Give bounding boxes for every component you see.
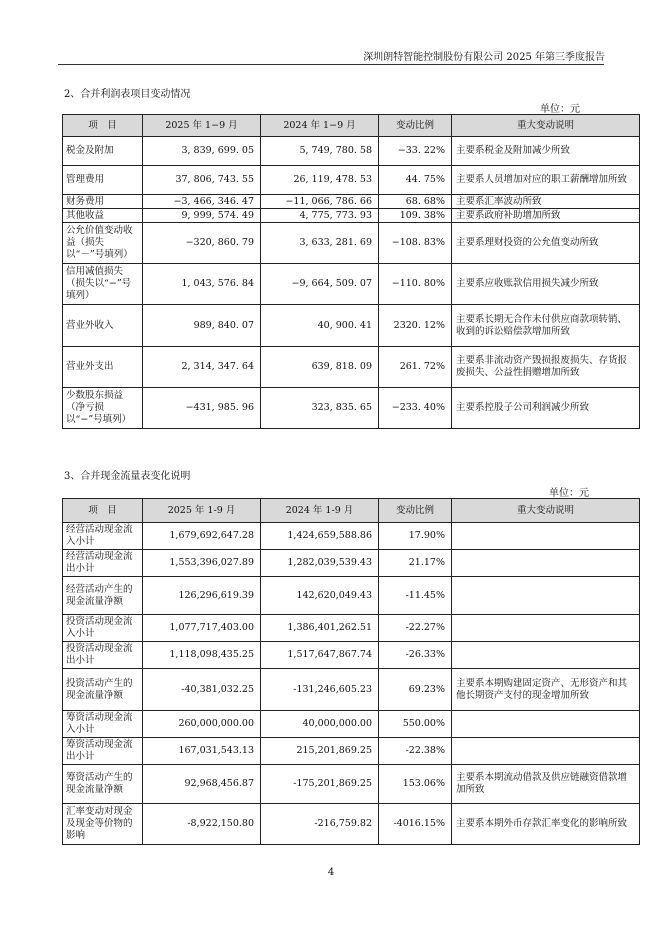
row-previous-value: 40,000,000.00 (261, 711, 379, 738)
row-change-note (452, 615, 640, 642)
row-item-label: 管理费用 (63, 166, 143, 195)
row-item-label: 营业外收入 (63, 305, 143, 347)
table-row (63, 137, 640, 166)
row-change-note: 主要系理财投资的公允值变动所致 (452, 223, 640, 264)
row-change-note (452, 711, 640, 738)
row-item-label: 其他收益 (63, 209, 143, 223)
row-change-ratio: −110. 80% (379, 264, 452, 305)
row-current-value: 1, 043, 576. 84 (143, 264, 261, 305)
table-row (63, 347, 640, 388)
row-change-note (452, 550, 640, 577)
row-previous-value: 3, 633, 281. 69 (261, 223, 379, 264)
row-current-value: -8,922,150.80 (143, 804, 261, 845)
table-row (63, 264, 640, 305)
row-change-ratio: 21.17% (379, 550, 452, 577)
row-change-ratio: 550.00% (379, 711, 452, 738)
row-previous-value: 639, 818. 09 (261, 347, 379, 388)
section-2-title: 2、合并利润表项目变动情况 (64, 89, 191, 100)
row-change-note: 主要系汇率波动所致 (452, 195, 640, 209)
row-item-label: 营业外支出 (63, 347, 143, 388)
col-header-previous: 2024 年 1-9 月 (261, 499, 379, 523)
table-row (63, 223, 640, 264)
row-change-ratio: -22.38% (379, 738, 452, 765)
table-row (63, 166, 640, 195)
row-item-label: 经营活动产生的现金流量净额 (63, 577, 143, 615)
col-header-note: 重大变动说明 (452, 115, 640, 137)
row-item-label: 投资活动现金流入小计 (63, 615, 143, 642)
row-current-value: 92,968,456.87 (143, 765, 261, 804)
row-change-note: 主要系本期购建固定资产、无形资产和其他长期资产支付的现金增加所致 (452, 669, 640, 711)
row-change-note (452, 523, 640, 550)
row-previous-value: 1,282,039,539.43 (261, 550, 379, 577)
row-item-label: 汇率变动对现金及现金等价物的影响 (63, 804, 143, 845)
row-previous-value: -131,246,605.23 (261, 669, 379, 711)
row-current-value: 1,118,098,435.25 (143, 642, 261, 669)
row-change-ratio: 68. 68% (379, 195, 452, 209)
row-change-note: 主要系人员增加对应的职工薪酬增加所致 (452, 166, 640, 195)
row-current-value: 9, 999, 574. 49 (143, 209, 261, 223)
row-change-note: 主要系税金及附加减少所致 (452, 137, 640, 166)
row-change-note: 主要系长期无合作未付供应商款项转销、收到的诉讼赔偿款增加所致 (452, 305, 640, 347)
row-current-value: 260,000,000.00 (143, 711, 261, 738)
row-change-ratio: −108. 83% (379, 223, 452, 264)
row-change-note (452, 642, 640, 669)
row-previous-value: -175,201,869.25 (261, 765, 379, 804)
row-previous-value: 26, 119, 478. 53 (261, 166, 379, 195)
table-row (63, 615, 640, 642)
table-row (63, 305, 640, 347)
row-change-ratio: 17.90% (379, 523, 452, 550)
row-previous-value: 4, 775, 773. 93 (261, 209, 379, 223)
row-change-ratio: -22.27% (379, 615, 452, 642)
col-header-item: 项 目 (63, 115, 143, 137)
row-change-ratio: 2320. 12% (379, 305, 452, 347)
col-header-note: 重大变动说明 (452, 499, 640, 523)
col-header-current: 2025 年 1-9 月 (143, 499, 261, 523)
row-item-label: 筹资活动产生的现金流量净额 (63, 765, 143, 804)
row-current-value: −3, 466, 346. 47 (143, 195, 261, 209)
col-header-current: 2025 年 1−9 月 (143, 115, 261, 137)
row-change-ratio: 109. 38% (379, 209, 452, 223)
row-previous-value: 1,386,401,262.51 (261, 615, 379, 642)
table-row (63, 577, 640, 615)
row-current-value: −431, 985. 96 (143, 388, 261, 429)
table-row (63, 738, 640, 765)
section-2-unit: 单位：元 (540, 104, 580, 115)
table-row (63, 711, 640, 738)
table-header-row (63, 115, 640, 137)
row-current-value: −320, 860. 79 (143, 223, 261, 264)
row-previous-value: -216,759.82 (261, 804, 379, 845)
row-previous-value: 323, 835. 65 (261, 388, 379, 429)
section-3-unit: 单位：元 (549, 488, 589, 499)
row-item-label: 筹资活动现金流入小计 (63, 711, 143, 738)
table-row (63, 195, 640, 209)
row-change-ratio: 44. 75% (379, 166, 452, 195)
row-change-note: 主要系非流动资产毁损报废损失、存货报废损失、公益性捐赠增加所致 (452, 347, 640, 388)
row-current-value: 37, 806, 743. 55 (143, 166, 261, 195)
row-change-note: 主要系应收账款信用损失减少所致 (452, 264, 640, 305)
col-header-change: 变动比例 (379, 115, 452, 137)
row-item-label: 财务费用 (63, 195, 143, 209)
row-current-value: 3, 839, 699. 05 (143, 137, 261, 166)
table-row (63, 804, 640, 845)
row-item-label: 经营活动现金流入小计 (63, 523, 143, 550)
row-previous-value: 215,201,869.25 (261, 738, 379, 765)
table-header-row (63, 499, 640, 523)
row-previous-value: 142,620,049.43 (261, 577, 379, 615)
report-header: 深圳朗特智能控制股份有限公司 2025 年第三季度报告 (363, 52, 605, 63)
table-row (63, 523, 640, 550)
row-current-value: 1,077,717,403.00 (143, 615, 261, 642)
row-change-ratio: −33. 22% (379, 137, 452, 166)
row-item-label: 信用减值损失（损失以“−”号填列） (63, 264, 143, 305)
col-header-item: 项 目 (63, 499, 143, 523)
row-change-ratio: 69.23% (379, 669, 452, 711)
table-row (63, 669, 640, 711)
row-current-value: 2, 314, 347. 64 (143, 347, 261, 388)
row-change-ratio: 261. 72% (379, 347, 452, 388)
row-change-ratio: -4016.15% (379, 804, 452, 845)
income-statement-table (62, 114, 640, 429)
row-change-note: 主要系本期外币存款汇率变化的影响所致 (452, 804, 640, 845)
table-row (63, 765, 640, 804)
row-change-note (452, 577, 640, 615)
row-change-ratio: −233. 40% (379, 388, 452, 429)
page-number: 4 (327, 867, 335, 878)
row-item-label: 筹资活动现金流出小计 (63, 738, 143, 765)
row-previous-value: 1,424,659,588.86 (261, 523, 379, 550)
row-item-label: 税金及附加 (63, 137, 143, 166)
row-change-ratio: -26.33% (379, 642, 452, 669)
row-previous-value: 5, 749, 780. 58 (261, 137, 379, 166)
row-item-label: 少数股东损益（净亏损以“−”号填列） (63, 388, 143, 429)
row-current-value: 167,031,543.13 (143, 738, 261, 765)
table-row (63, 550, 640, 577)
row-item-label: 公允价值变动收益（损失以“－”号填列） (63, 223, 143, 264)
row-change-ratio: -11.45% (379, 577, 452, 615)
table-row (63, 388, 640, 429)
row-current-value: -40,381,032.25 (143, 669, 261, 711)
row-previous-value: −11, 066, 786. 66 (261, 195, 379, 209)
cash-flow-table (62, 498, 640, 845)
row-item-label: 投资活动现金流出小计 (63, 642, 143, 669)
row-change-note: 主要系控股子公司利润减少所致 (452, 388, 640, 429)
table-row (63, 209, 640, 223)
row-previous-value: 1,517,647,867.74 (261, 642, 379, 669)
row-previous-value: −9, 664, 509. 07 (261, 264, 379, 305)
section-3-title: 3、合并现金流量表变化说明 (64, 471, 191, 482)
row-previous-value: 40, 900. 41 (261, 305, 379, 347)
row-change-ratio: 153.06% (379, 765, 452, 804)
row-change-note: 主要系本期流动借款及供应链融资借款增加所致 (452, 765, 640, 804)
row-current-value: 989, 840. 07 (143, 305, 261, 347)
col-header-change: 变动比例 (379, 499, 452, 523)
row-change-note (452, 738, 640, 765)
table-row (63, 642, 640, 669)
row-item-label: 经营活动现金流出小计 (63, 550, 143, 577)
row-current-value: 126,296,619.39 (143, 577, 261, 615)
row-item-label: 投资活动产生的现金流量净额 (63, 669, 143, 711)
row-current-value: 1,553,396,027.89 (143, 550, 261, 577)
row-current-value: 1,679,692,647.28 (143, 523, 261, 550)
row-change-note: 主要系政府补助增加所致 (452, 209, 640, 223)
header-divider (58, 64, 604, 65)
col-header-previous: 2024 年 1−9 月 (261, 115, 379, 137)
